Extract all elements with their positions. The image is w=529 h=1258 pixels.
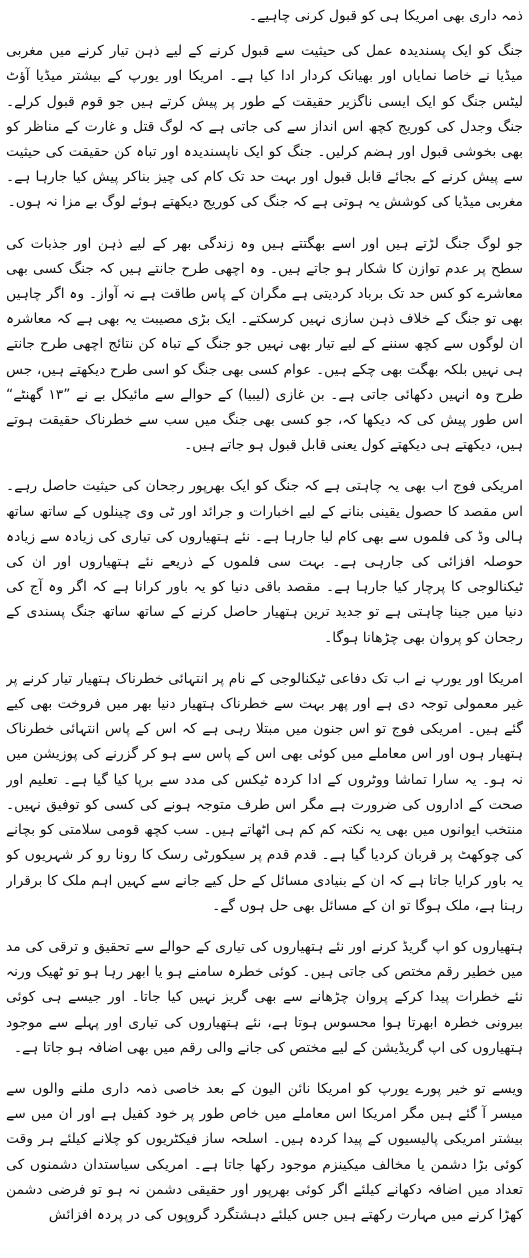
article-body	[6, 4, 523, 1254]
article-paragraph-2: جنگ کو ایک پسندیدہ عمل کی حیثیت سے قبول کرنے کے لیے ذہن تیار کرنے میں مغربی میڈیا نے خاصا نمایاں اور بھیانک کردار ادا کیا ہے۔ امریکا اور یورپ کے بیشتر میڈیا آؤٹ لیٹس جنگ کو ایک ایسی ناگزیر حقیقت کے طور پر پیش کرتے ہیں جو قوم قبول کرلے۔ جنگ وجدل کی کوریج کچھ اس انداز سے کی جاتی ہے کہ لوگ قتل و غارت کے مناظر کو بھی بخوشی قبول اور ہضم کرلیں۔ جنگ کو ایک ناپسندیدہ اور تباہ کن حقیقت کی حیثیت سے پیش کرنے کے بجائے قابل قبول اور بہت حد تک کام کی چیز بناکر پیش کیا جارہا ہے۔ مغربی میڈیا کی کوشش یہ ہوتی ہے کہ جنگ کی کوریج دیکھتے ہوئے لوگ بے مزا نہ ہوں۔	[6, 43, 523, 211]
article-paragraph-1: ذمہ داری بھی امریکا ہی کو قبول کرنی چاہیے۔	[248, 8, 523, 24]
article-paragraph-4: امریکی فوج اب بھی یہ چاہتی ہے کہ جنگ کو ایک بھرپور رجحان کی حیثیت حاصل رہے۔ اس مقصد کا حصول یقینی بنانے کے لیے اخبارات و جرائد اور ٹی وی چینلوں کے ساتھ ساتھ ہالی وڈ کی فلموں سے بھی کام لیا جارہا ہے۔ نئے ہتھیاروں کی تیاری کی زیادہ سے زیادہ حوصلہ افزائی کی جارہی ہے۔ بہت سی فلموں کے ذریعے نئے ہتھیاروں اور ان کی ٹیکنالوجی کا پرچار کیا جارہا ہے۔ مقصد باقی دنیا کو یہ باور کرانا ہے کہ اگر وہ آج کی دنیا میں جینا چاہتی ہے تو جدید ترین ہتھیار حاصل کرنے کے ساتھ ساتھ جنگ پسندی کے رجحان کو پروان بھی چڑھانا ہوگا۔	[6, 478, 523, 646]
article-paragraph-6: ہتھیاروں کو اپ گریڈ کرنے اور نئے ہتھیاروں کی تیاری کے حوالے سے تحقیق و ترقی کی مد میں خطیر رقم مختص کی جاتی ہیں۔ کوئی خطرہ سامنے ہو یا ابھر رہا ہو تو ٹھیک ورنہ نئے خطرات پیدا کرکے پروان چڑھانے سے بھی گریز نہیں کیا جاتا۔ اور جیسے ہی کوئی بیرونی خطرہ ابھرتا ہوا محسوس ہوتا ہے، نئے ہتھیاروں کی تیاری اور پہلے سے موجود ہتھیاروں کی اپ گریڈیشن کے لیے مختص کی جانے والی رقم میں بھی اضافہ ہو جاتا ہے۔	[6, 938, 523, 1056]
article-paragraph-3: جو لوگ جنگ لڑتے ہیں اور اسے بھگتتے ہیں وہ زندگی بھر کے لیے ذہن اور جذبات کی سطح پر عدم توازن کا شکار ہو جاتے ہیں۔ وہ اچھی طرح جانتے ہیں کہ جنگ کسی بھی معاشرے کو کس حد تک برباد کردیتی ہے مگران کے پاس طاقت ہے نہ آواز۔ وہ اگر چاہیں بھی تو جنگ کے خلاف ذہن سازی نہیں کرسکتے۔ ایک بڑی مصیبت یہ بھی ہے کہ معاشرہ ان لوگوں سے کچھ سننے کے لیے تیار بھی نہیں جو جنگ کے تباہ کن نتائج اچھی طرح جانتے ہی نہیں بلکہ بھگت بھی چکے ہیں۔ عوام کسی بھی جنگ کو اسی طرح دیکھتے ہیں، جس طرح وہ انہیں دکھائی جاتی ہے۔ بن غازی (لیبیا) کے حوالے سے مائیکل بے نے ”۱۳ گھنٹے“ اس طور پیش کی کہ دیکھا کہ، جو کسی بھی جنگ میں سب سے خطرناک حقیقت ہوتے ہیں، دیکھتے ہی دیکھتے کول یعنی قابل قبول ہو جاتے ہیں۔	[6, 235, 523, 454]
article-paragraph-5: امریکا اور یورپ نے اب تک دفاعی ٹیکنالوجی کے نام پر انتہائی خطرناک ہتھیار تیار کرنے پر غیر معمولی توجہ دی ہے اور پھر بہت سے خطرناک ہتھیار دنیا بھر میں فروخت بھی کیے گئے ہیں۔ امریکی فوج تو اس جنون میں مبتلا رہی ہے کہ اس کے پاس انتہائی خطرناک ہتھیار ہوں اور اس معاملے میں کوئی بھی اس کے پاس سے ہو کر گزرنے کی پوزیشن میں نہ ہو۔ یہ سارا تماشا ووٹروں کے ادا کردہ ٹیکس کی مدد سے برپا کیا گیا ہے۔ تعلیم اور صحت کے اداروں کی ضرورت ہے مگر اس طرف متوجہ ہونے کی کسی کو توفیق نہیں۔ منتخب ایوانوں میں بھی یہ نکتہ کم کم ہی اٹھاتے ہیں۔ سب کچھ قومی سلامتی کو بچانے کی چوکھٹ پر قربان کردیا گیا ہے۔ قدم قدم پر سیکورٹی رسک کا رونا رو کر شہریوں کو یہ باور کرایا جاتا ہے کہ ان کے بنیادی مسائل کے حل کیے جانے سے کہیں اہم ملک کا برقرار رہنا ہے، ملک ہوگا تو ان کے مسائل بھی حل ہوں گے۔	[6, 670, 523, 914]
article-paragraph-7: ویسے تو خیر پورے یورپ کو امریکا نائن الیون کے بعد خاصی ذمہ داری ملنے والوں سے میسر آ گئے ہیں مگر امریکا اس معاملے میں خاص طور پر خود کفیل ہے اور ان میں سے بیشتر امریکی پالیسیوں کے پیدا کردہ ہیں۔ اسلحہ ساز فیکٹریوں کو چلانے کیلئے ہر وقت کوئی بڑا دشمن یا مخالف میکینزم موجود رکھا جاتا ہے۔ امریکی سیاستدان دشمنوں کی تعداد میں اضافہ دکھانے کیلئے اگر کوئی بھرپور اور حقیقی دشمن نہ ہو تو فرضی دشمن کھڑا کرنے میں مہارت رکھتے ہیں جس کیلئے دہشتگرد گروپوں کی در پردہ افزائش	[6, 1080, 523, 1223]
